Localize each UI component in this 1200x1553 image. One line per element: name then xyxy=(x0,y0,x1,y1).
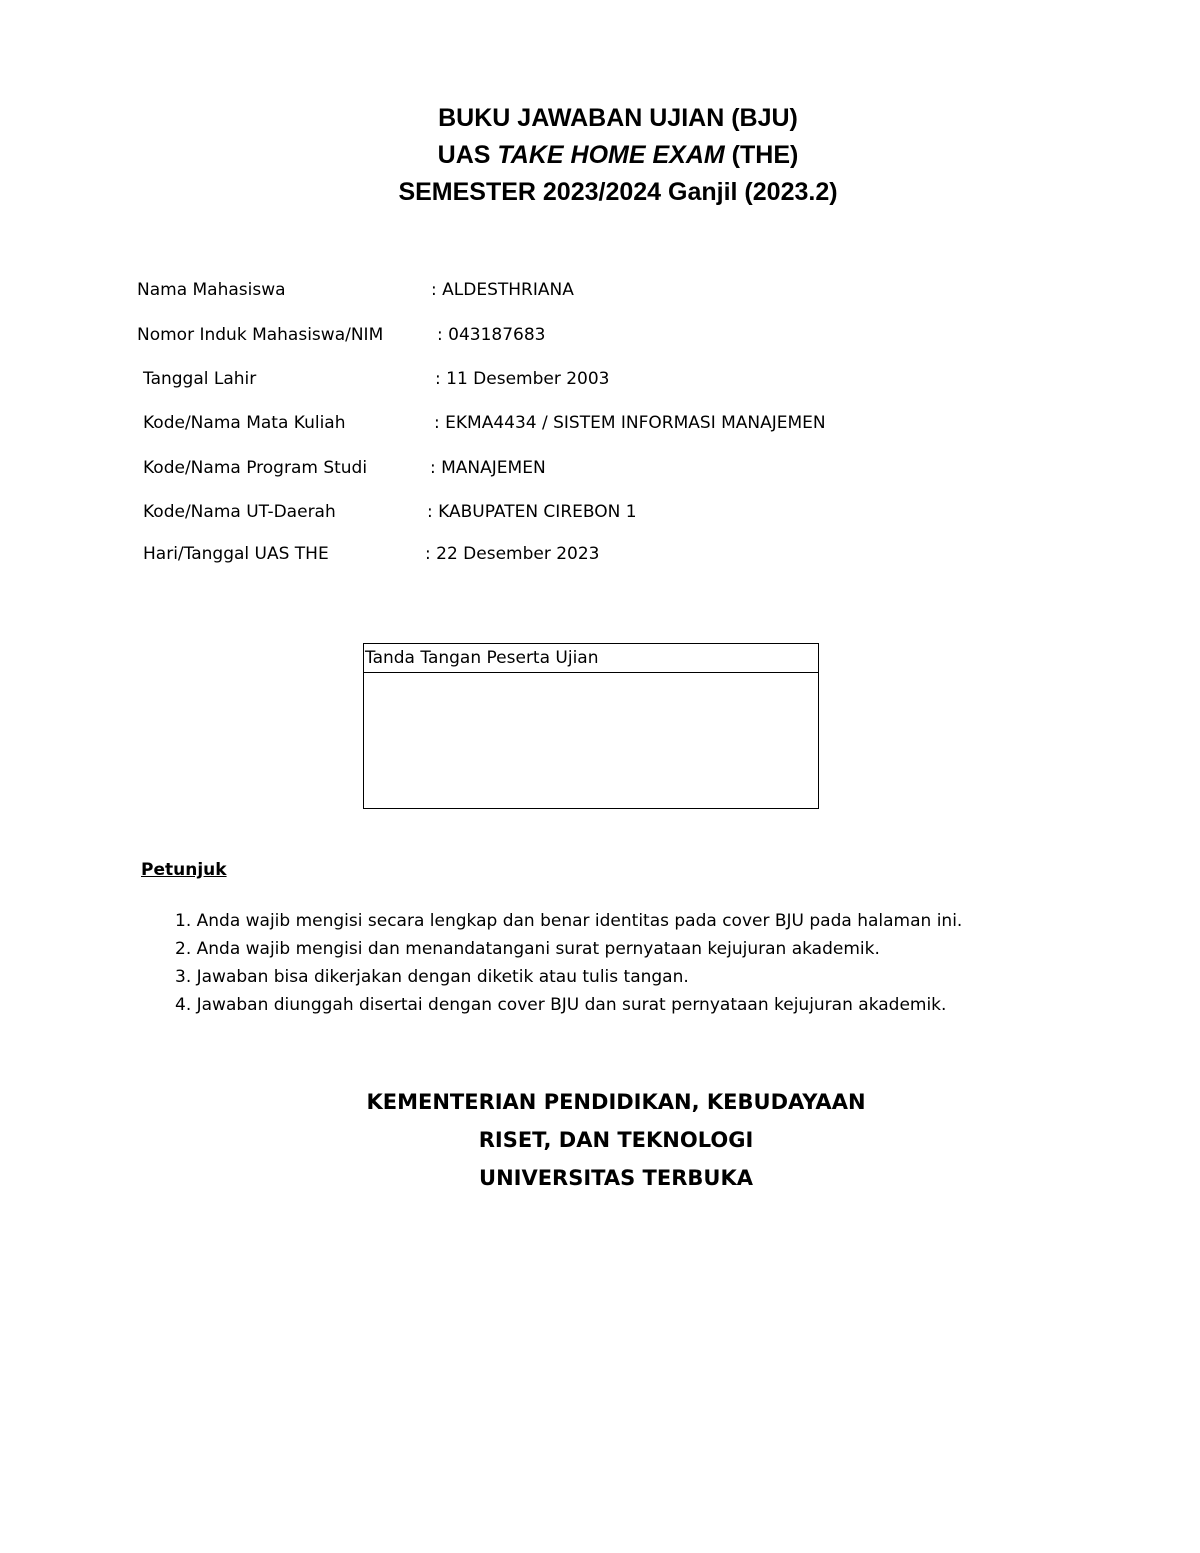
title-line-2-suffix: (THE) xyxy=(724,141,799,169)
identity-label-nim: Nomor Induk Mahasiswa/NIM xyxy=(137,325,384,345)
identity-value-mata-kuliah: : EKMA4434 / SISTEM INFORMASI MANAJEMEN xyxy=(434,413,826,433)
identity-value-nama: : ALDESTHRIANA xyxy=(431,280,574,300)
institution-footer xyxy=(0,1083,1200,1197)
identity-label-tanggal-uas: Hari/Tanggal UAS THE xyxy=(143,544,329,564)
identity-value-tanggal-uas: : 22 Desember 2023 xyxy=(425,544,600,564)
title-line-2-italic: TAKE HOME EXAM xyxy=(497,141,725,169)
title-line-2-prefix: UAS xyxy=(437,141,498,169)
identity-value-nim: : 043187683 xyxy=(437,325,546,345)
document-title xyxy=(0,100,1200,211)
identity-label-tanggal-lahir: Tanggal Lahir xyxy=(143,369,257,389)
identity-value-program-studi: : MANAJEMEN xyxy=(430,458,546,478)
instruction-item: 1. Anda wajib mengisi secara lengkap dan benar identitas pada cover BJU pada halaman ini. xyxy=(175,911,963,931)
instruction-item: 3. Jawaban bisa dikerjakan dengan diketik atau tulis tangan. xyxy=(175,967,689,987)
identity-value-tanggal-lahir: : 11 Desember 2003 xyxy=(435,369,610,389)
signature-box-title: Tanda Tangan Peserta Ujian xyxy=(364,644,818,673)
title-line-3: SEMESTER 2023/2024 Ganjil (2023.2) xyxy=(398,178,838,206)
title-line-2 xyxy=(0,137,1200,174)
identity-label-nama: Nama Mahasiswa xyxy=(137,280,286,300)
instruction-item: 2. Anda wajib mengisi dan menandatangani surat pernyataan kejujuran akademik. xyxy=(175,939,880,959)
signature-box xyxy=(363,643,819,809)
instructions-heading: Petunjuk xyxy=(141,860,227,880)
footer-line-3: UNIVERSITAS TERBUKA xyxy=(479,1166,753,1190)
identity-label-program-studi: Kode/Nama Program Studi xyxy=(143,458,368,478)
signature-area[interactable] xyxy=(364,673,818,809)
identity-value-ut-daerah: : KABUPATEN CIREBON 1 xyxy=(427,502,637,522)
title-line-1: BUKU JAWABAN UJIAN (BJU) xyxy=(438,104,798,132)
instructions-list xyxy=(175,910,962,1022)
footer-line-2: RISET, DAN TEKNOLOGI xyxy=(478,1128,754,1152)
identity-label-ut-daerah: Kode/Nama UT-Daerah xyxy=(143,502,336,522)
instruction-item: 4. Jawaban diunggah disertai dengan cover BJU dan surat pernyataan kejujuran akademik. xyxy=(175,995,947,1015)
identity-label-mata-kuliah: Kode/Nama Mata Kuliah xyxy=(143,413,346,433)
footer-line-1: KEMENTERIAN PENDIDIKAN, KEBUDAYAAN xyxy=(366,1090,866,1114)
